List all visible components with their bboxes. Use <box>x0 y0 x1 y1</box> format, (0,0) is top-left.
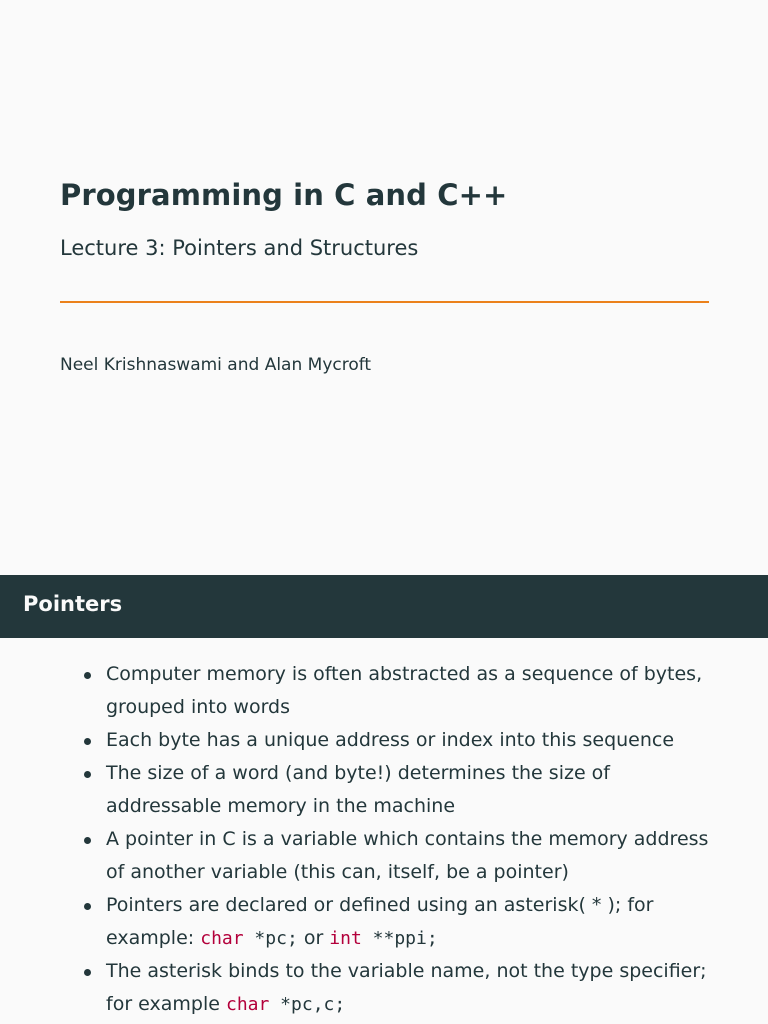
bullet-text: Pointers are declared or defined using an asterisk( * ); for example: <box>106 894 654 949</box>
bullet-dot-icon <box>84 837 91 844</box>
title-divider <box>60 301 709 303</box>
bullet-item <box>80 955 730 1021</box>
bullet-item <box>80 757 730 823</box>
code-snippet: *pc,c; <box>269 994 346 1015</box>
bullet-text: The asterisk binds to the variable name, not the type specifier; for example <box>106 960 707 1015</box>
bullet-dot-icon <box>84 672 91 679</box>
bullet-item <box>80 889 730 955</box>
bullet-item <box>80 658 730 724</box>
frame-title: Pointers <box>23 592 123 616</box>
bullet-dot-icon <box>84 903 91 910</box>
bullet-text: or <box>297 927 330 949</box>
bullet-text: The size of a word (and byte!) determines the size of addressable memory in the machine <box>106 762 610 817</box>
code-snippet: *pc; <box>243 928 298 949</box>
frame-body <box>0 638 768 1024</box>
bullet-text: A pointer in C is a variable which contains the memory address of another variable (this can, itself, be a pointer) <box>106 828 709 883</box>
presentation-subtitle: Lecture 3: Pointers and Structures <box>60 236 419 260</box>
bullet-dot-icon <box>84 738 91 745</box>
bullet-item <box>80 823 730 889</box>
presentation-title: Programming in C and C++ <box>60 178 508 212</box>
code-keyword: int <box>329 928 362 949</box>
bullet-item <box>80 724 730 757</box>
frame-header <box>0 575 768 638</box>
bullet-list <box>80 658 730 1021</box>
bullet-text: Each byte has a unique address or index into this sequence <box>106 729 675 751</box>
bullet-text: Computer memory is often abstracted as a sequence of bytes, grouped into words <box>106 663 703 718</box>
code-keyword: char <box>200 928 244 949</box>
bullet-dot-icon <box>84 771 91 778</box>
code-snippet: **ppi; <box>361 928 438 949</box>
code-keyword: char <box>225 994 270 1015</box>
bullet-dot-icon <box>84 969 91 976</box>
authors: Neel Krishnaswami and Alan Mycroft <box>60 355 372 375</box>
